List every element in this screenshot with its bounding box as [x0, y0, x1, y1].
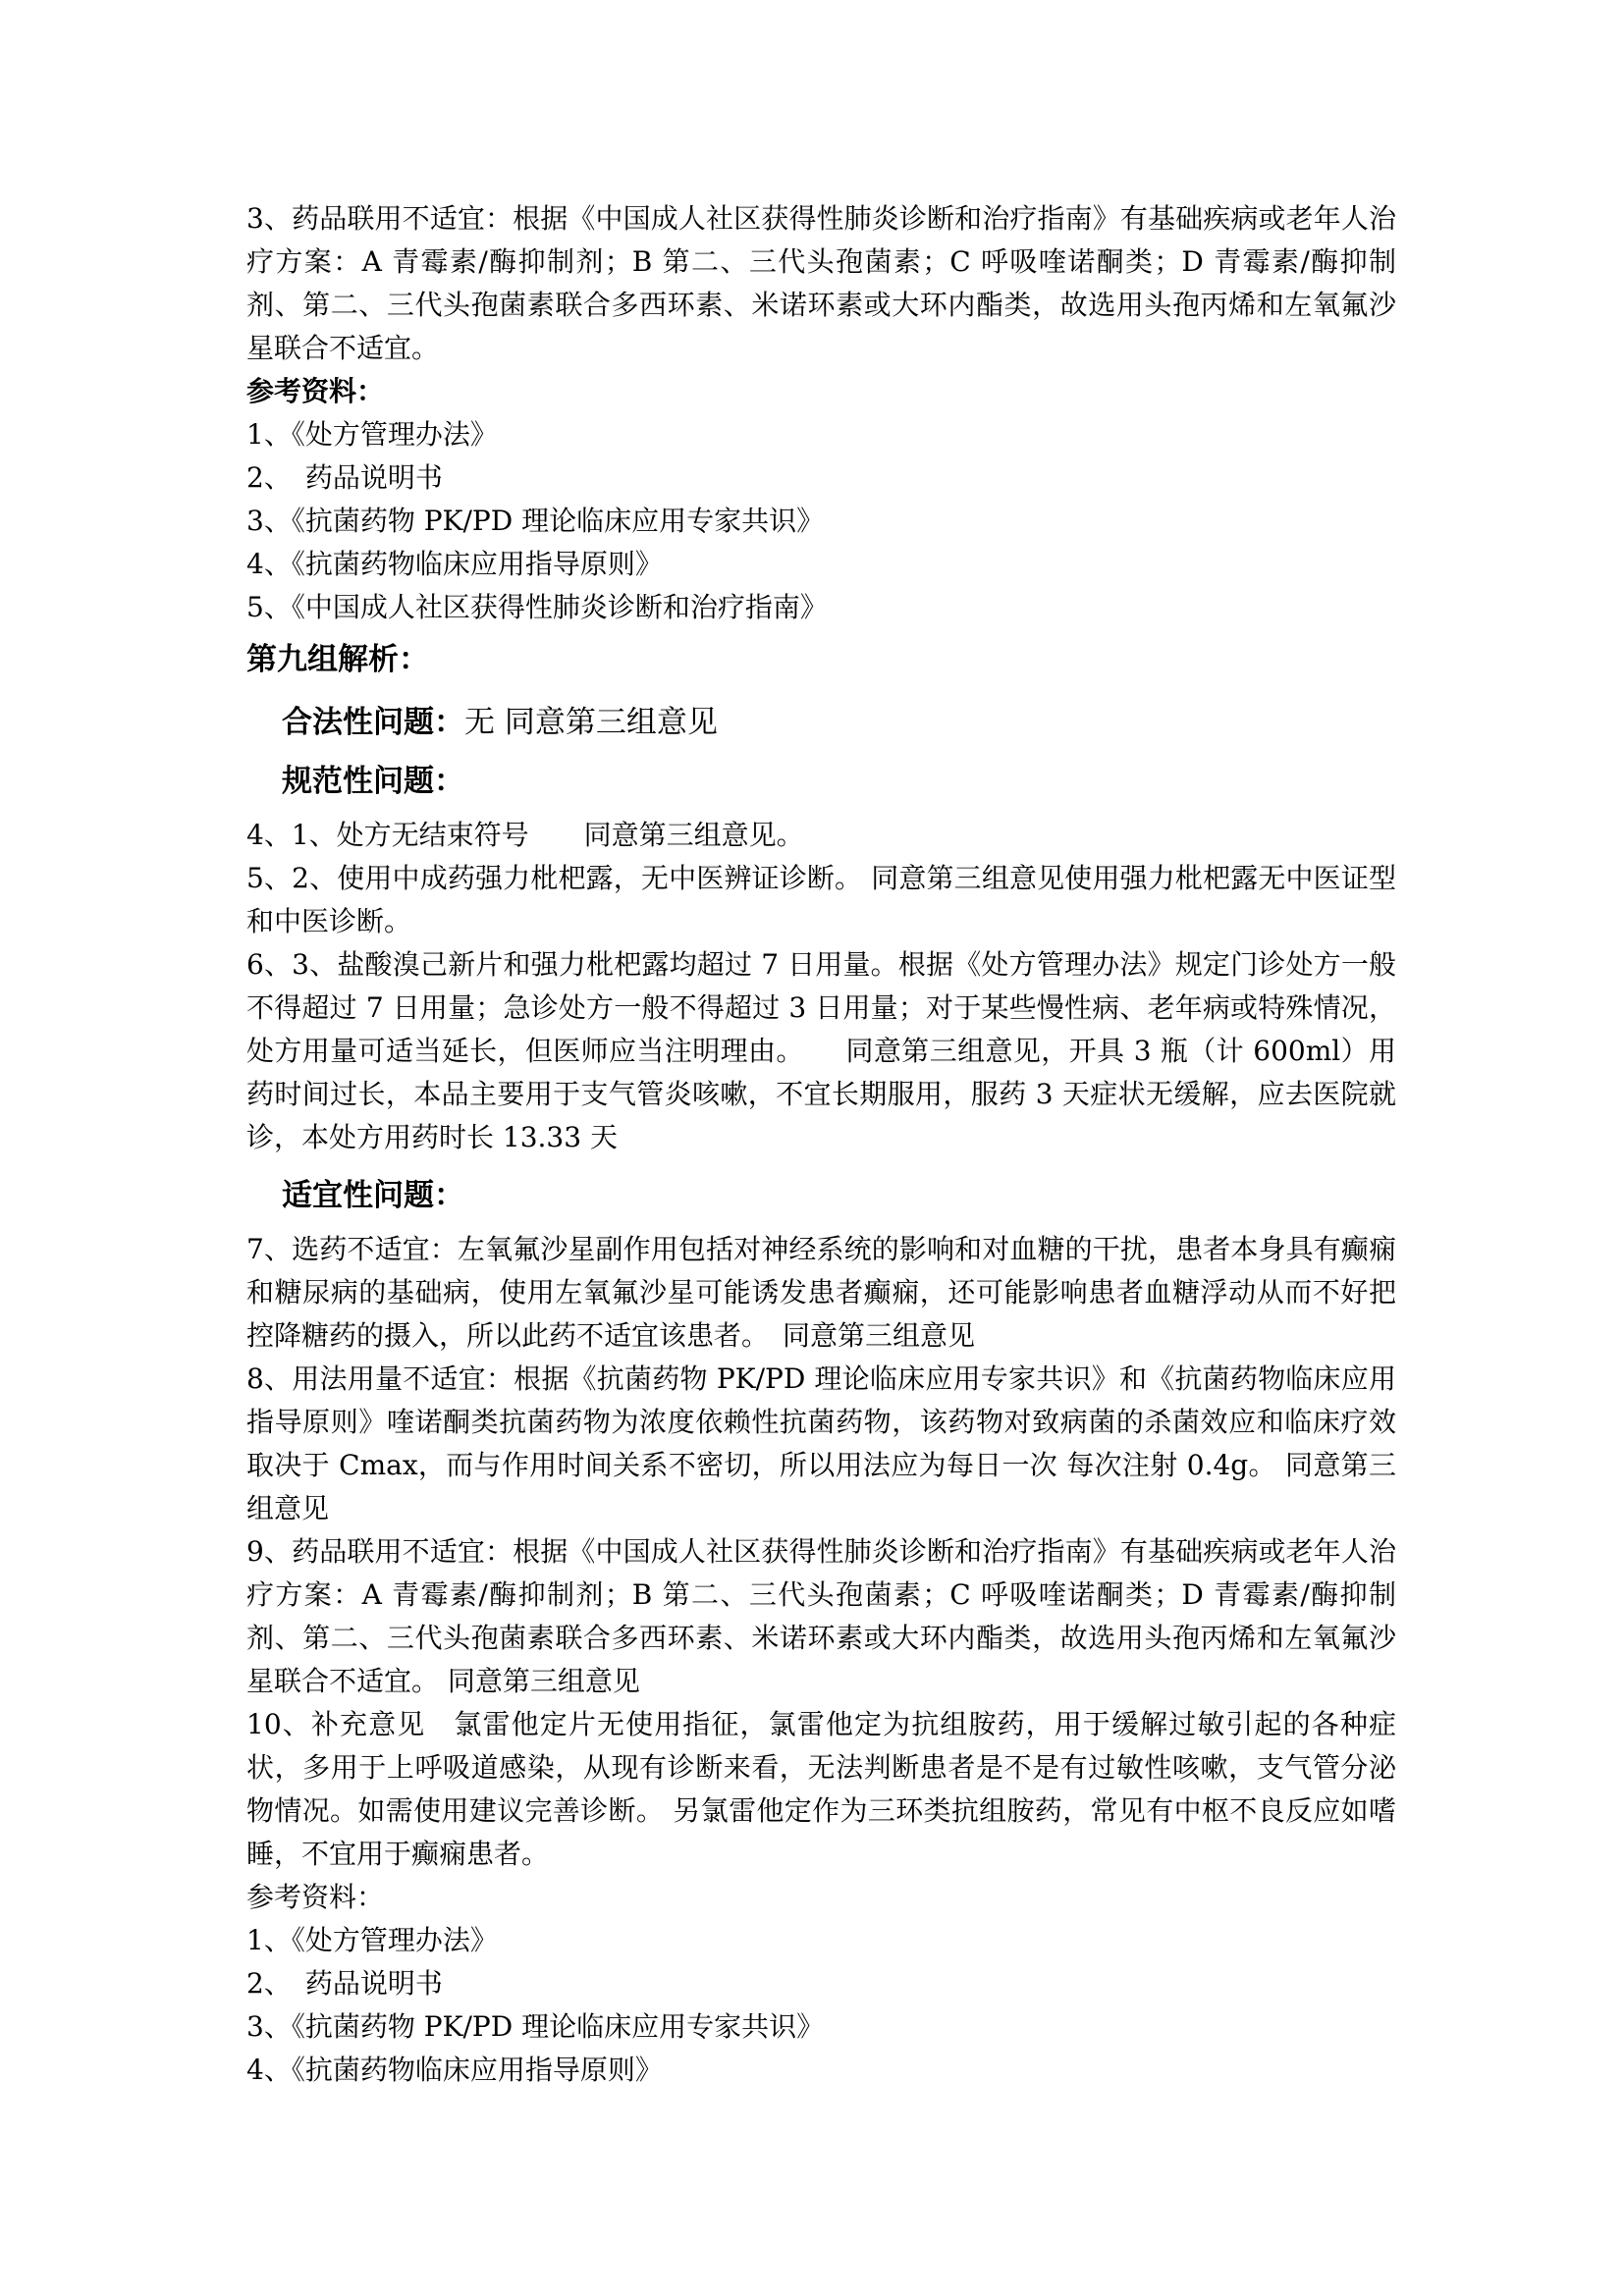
legality-text: 无 同意第三组意见	[464, 705, 718, 740]
legality-heading	[282, 700, 1396, 745]
ref-item: 3、《抗菌药物 PK/PD 理论临床应用专家共识》	[246, 505, 825, 537]
ref-item: 4、《抗菌药物临床应用指导原则》	[246, 548, 663, 580]
suitability-item: 10、补充意见 氯雷他定片无使用指征，氯雷他定为抗组胺药，用于缓解过敏引起的各种症状，多用于上呼吸道感染，从现有诊断来看，无法判断患者是不是有过敏性咳嗽，支气管分泌物情况。如需使用建议完善诊断。 另氯雷他定作为三环类抗组胺药，常见有中枢不良反应如嗜睡，不宜用于癫痫患者。	[246, 1708, 1396, 1870]
ref-item: 2、 药品说明书	[246, 461, 443, 494]
suitability-item: 8、用法用量不适宜：根据《抗菌药物 PK/PD 理论临床应用专家共识》和《抗菌药物临床应用指导原则》喹诺酮类抗菌药物为浓度依赖性抗菌药物，该药物对致病菌的杀菌效应和临床疗效取决于 Cmax，而与作用时间关系不密切，所以用法应为每日一次 每次注射 0.4g。 同意第三组意见	[246, 1362, 1396, 1524]
normative-label: 规范性问题：	[282, 764, 464, 799]
ref-item: 4、《抗菌药物临床应用指导原则》	[246, 2054, 663, 2086]
ref-item: 1、《处方管理办法》	[246, 1924, 498, 1956]
group9-title: 第九组解析：	[246, 642, 429, 677]
ref-item: 5、《中国成人社区获得性肺炎诊断和治疗指南》	[246, 591, 828, 623]
normative-item: 6、3、盐酸溴己新片和强力枇杷露均超过 7 日用量。根据《处方管理办法》规定门诊处方一般不得超过 7 日用量；急诊处方一般不得超过 3 日用量；对于某些慢性病、老年病或特殊情况，处方用量可适当延长，但医师应当注明理由。 同意第三组意见，开具 3 瓶（计 600ml）用药时间过长，本品主要用于支气管炎咳嗽，不宜长期服用，服药 3 天症状无缓解，应去医院就诊，本处方用药时长 13.33 天	[246, 948, 1396, 1153]
refs-list-1	[246, 413, 1396, 629]
suitability-label: 适宜性问题：	[282, 1178, 464, 1213]
ref-item: 3、《抗菌药物 PK/PD 理论临床应用专家共识》	[246, 2010, 825, 2043]
paragraph-item3: 3、药品联用不适宜：根据《中国成人社区获得性肺炎诊断和治疗指南》有基础疾病或老年人治疗方案：A 青霉素/酶抑制剂；B 第二、三代头孢菌素；C 呼吸喹诺酮类；D 青霉素/酶抑制剂、第二、三代头孢菌素联合多西环素、米诺环素或大环内酯类，故选用头孢丙烯和左氧氟沙星联合不适宜。	[246, 202, 1396, 364]
normative-item: 4、1、处方无结束符号 同意第三组意见。	[246, 819, 804, 851]
normative-item: 5、2、使用中成药强力枇杷露，无中医辨证诊断。 同意第三组意见使用强力枇杷露无中医证型和中医诊断。	[246, 862, 1396, 937]
legality-label: 合法性问题：	[282, 705, 464, 740]
suitability-item: 7、选药不适宜：左氧氟沙星副作用包括对神经系统的影响和对血糖的干扰，患者本身具有癫痫和糖尿病的基础病，使用左氧氟沙星可能诱发患者癫痫，还可能影响患者血糖浮动从而不好把控降糖药的摄入，所以此药不适宜该患者。 同意第三组意见	[246, 1233, 1396, 1352]
ref-item: 2、 药品说明书	[246, 1967, 443, 2000]
suitability-heading	[282, 1173, 1396, 1218]
refs-list-2	[246, 1919, 1396, 2092]
normative-heading	[282, 759, 1396, 804]
suitability-item: 9、药品联用不适宜：根据《中国成人社区获得性肺炎诊断和治疗指南》有基础疾病或老年人治疗方案：A 青霉素/酶抑制剂；B 第二、三代头孢菌素；C 呼吸喹诺酮类；D 青霉素/酶抑制剂、第二、三代头孢菌素联合多西环素、米诺环素或大环内酯类，故选用头孢丙烯和左氧氟沙星联合不适宜。 同意第三组意见	[246, 1535, 1396, 1697]
refs-label-2: 参考资料：	[246, 1881, 385, 1913]
refs-label-1: 参考资料：	[246, 375, 385, 407]
ref-item: 1、《处方管理办法》	[246, 418, 498, 451]
